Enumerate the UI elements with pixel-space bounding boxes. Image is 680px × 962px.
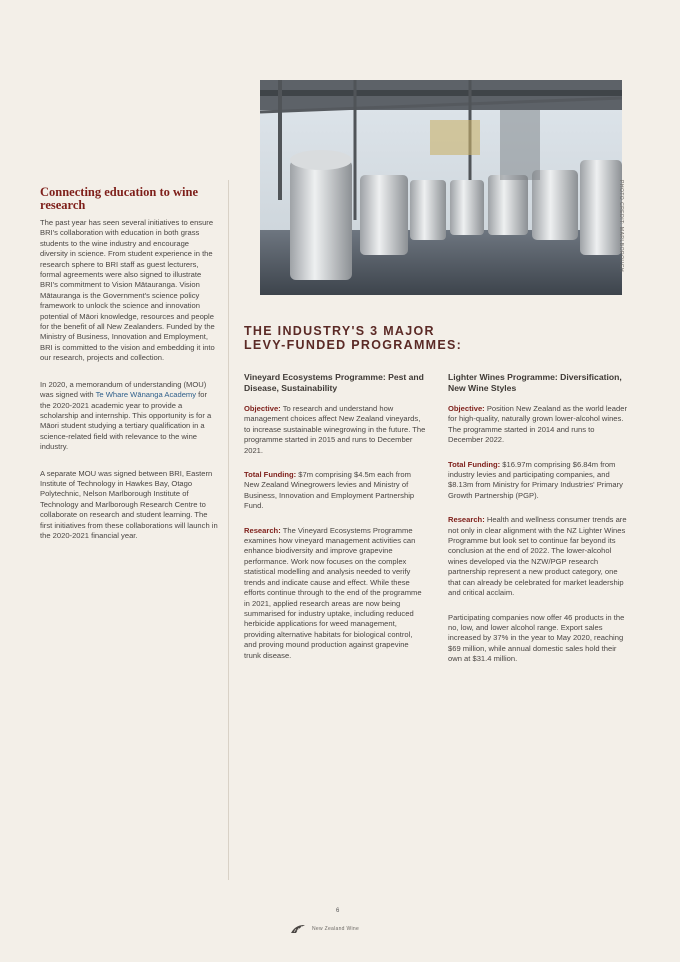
programme-research <box>448 515 630 598</box>
section-heading <box>244 324 634 352</box>
objective-label: Objective: <box>448 404 485 413</box>
funding-label: Total Funding: <box>448 459 501 469</box>
section-heading-line1: THE INDUSTRY'S 3 MAJOR <box>244 324 435 338</box>
page-number: 6 <box>336 908 340 914</box>
programme-title: Vineyard Ecosystems Programme: Pest and Disease, Sustainability <box>244 372 424 393</box>
winery-photo <box>260 80 622 295</box>
research-text: The Vineyard Ecosystems Programme examines how vineyard management activities can enhance biodiversity and improve grapevine performance. Work now focuses on the complex statistical modelling and analysis needed to verify trends and indicate cause and effect. While these efforts continue through to the end of the programme in 2021, applied research areas are now being summarised for industry uptake, including reduced herbicide applications for weed management, providing alternative habitats for biological control, and proving mound production against grapevine trunk disease. <box>244 525 422 660</box>
programme-vineyard-ecosystems <box>244 372 426 675</box>
mou-text-before: In 2020, a memorandum of understanding (MOU) was signed with <box>40 379 207 400</box>
objective-text: Position New Zealand as the world leader for high-quality, naturally grown lower-alcohol wines. The programme started in 2014 and runs to December 2022. <box>448 404 627 445</box>
photo-credit: PHOTO CREDIT: MARLBOROUGH <box>618 180 624 273</box>
research-label: Research: <box>244 525 281 535</box>
mou-text-after: for the 2020-2021 academic year to provide a scholarship and internship. This opportunity is for a Māori student studying a tertiary qualification in a science-related field with relevance to the wine industry. <box>40 390 212 452</box>
programme-extra: Participating companies now offer 46 products in the no, low, and lower alcohol range. Export sales increased by 37% in the year to May 2020, reaching $69 million, while annual domestic sales hold their own at $31.4 million. <box>448 612 625 664</box>
winery-photo-illustration <box>260 80 622 295</box>
sidebar-paragraph-collab: A separate MOU was signed between BRI, Eastern Institute of Technology in Hawkes Bay, Otago Polytechnic, Nelson Marlborough Institute of Technology and Marlborough Research Centre to collaborate on research and student learning. The first initiatives from these collaborations will launch in the 2020-2021 financial year. <box>40 468 218 540</box>
funding-label: Total Funding: <box>244 470 297 480</box>
programme-title: Lighter Wines Programme: Diversification, New Wine Styles <box>448 372 622 393</box>
footer-logo-text: New Zealand Wine <box>312 926 360 932</box>
research-text: Health and wellness consumer trends are not only in clear alignment with the NZ Lighter Wines Programme but look set to continue far beyond its conclusion at the end of 2022. The lower-alcohol wines developed via the NZW/PGP research partnership represent a new product category, one that can already be celebrated for market leadership and critical acclaim. <box>448 515 627 598</box>
section-heading-line2: LEVY-FUNDED PROGRAMMES: <box>244 338 463 352</box>
sidebar-paragraph-mou <box>40 380 218 453</box>
programme-funding <box>448 460 630 502</box>
programme-objective <box>244 404 426 456</box>
research-label: Research: <box>448 515 485 525</box>
funding-text: $16.97m comprising $6.84m from industry levies and participating companies, and $8.13m from Ministry for Primary Industries' Primary Growth Partnership (PGP). <box>448 459 623 500</box>
column-divider <box>228 180 229 880</box>
objective-label: Objective: <box>244 404 281 413</box>
academy-link[interactable]: Te Whare Wānanga Academy <box>95 390 197 400</box>
footer-logo <box>290 924 359 934</box>
programme-funding <box>244 470 426 512</box>
objective-text: To research and understand how management choices affect New Zealand vineyards, to increase sustainable winegrowing in the future. The programme started in 2015 and runs to December 2021. <box>244 404 426 455</box>
sidebar <box>40 186 218 557</box>
programme-research <box>244 526 426 661</box>
fern-logo-icon <box>290 924 306 934</box>
programme-lighter-wines <box>448 372 630 679</box>
sidebar-paragraph: The past year has seen several initiatives to ensure BRI's collaboration with education in both grass students to the wine industry and encourage diversity in science. From student experience in the research sphere to BRI staff as guest lecturers, formal agreements were also signed to illustrate BRI's commitment to Vision Mātauranga. Vision Mātauranga is the Government's science policy framework to unlock the science and innovation potential of Māori knowledge, resources and people for the benefit of all New Zealanders. Funded by the Ministry of Business, Innovation and Employment, BRI is committed to the vision and embedding it into our research, projects and collection. <box>40 218 215 363</box>
funding-text: $7m comprising $4.5m each from New Zealand Winegrowers levies and Ministry of Business, Innovation and Employment Partnership Fund. <box>244 470 415 511</box>
programme-objective <box>448 404 630 446</box>
sidebar-heading: Connecting education to wine research <box>40 185 198 212</box>
